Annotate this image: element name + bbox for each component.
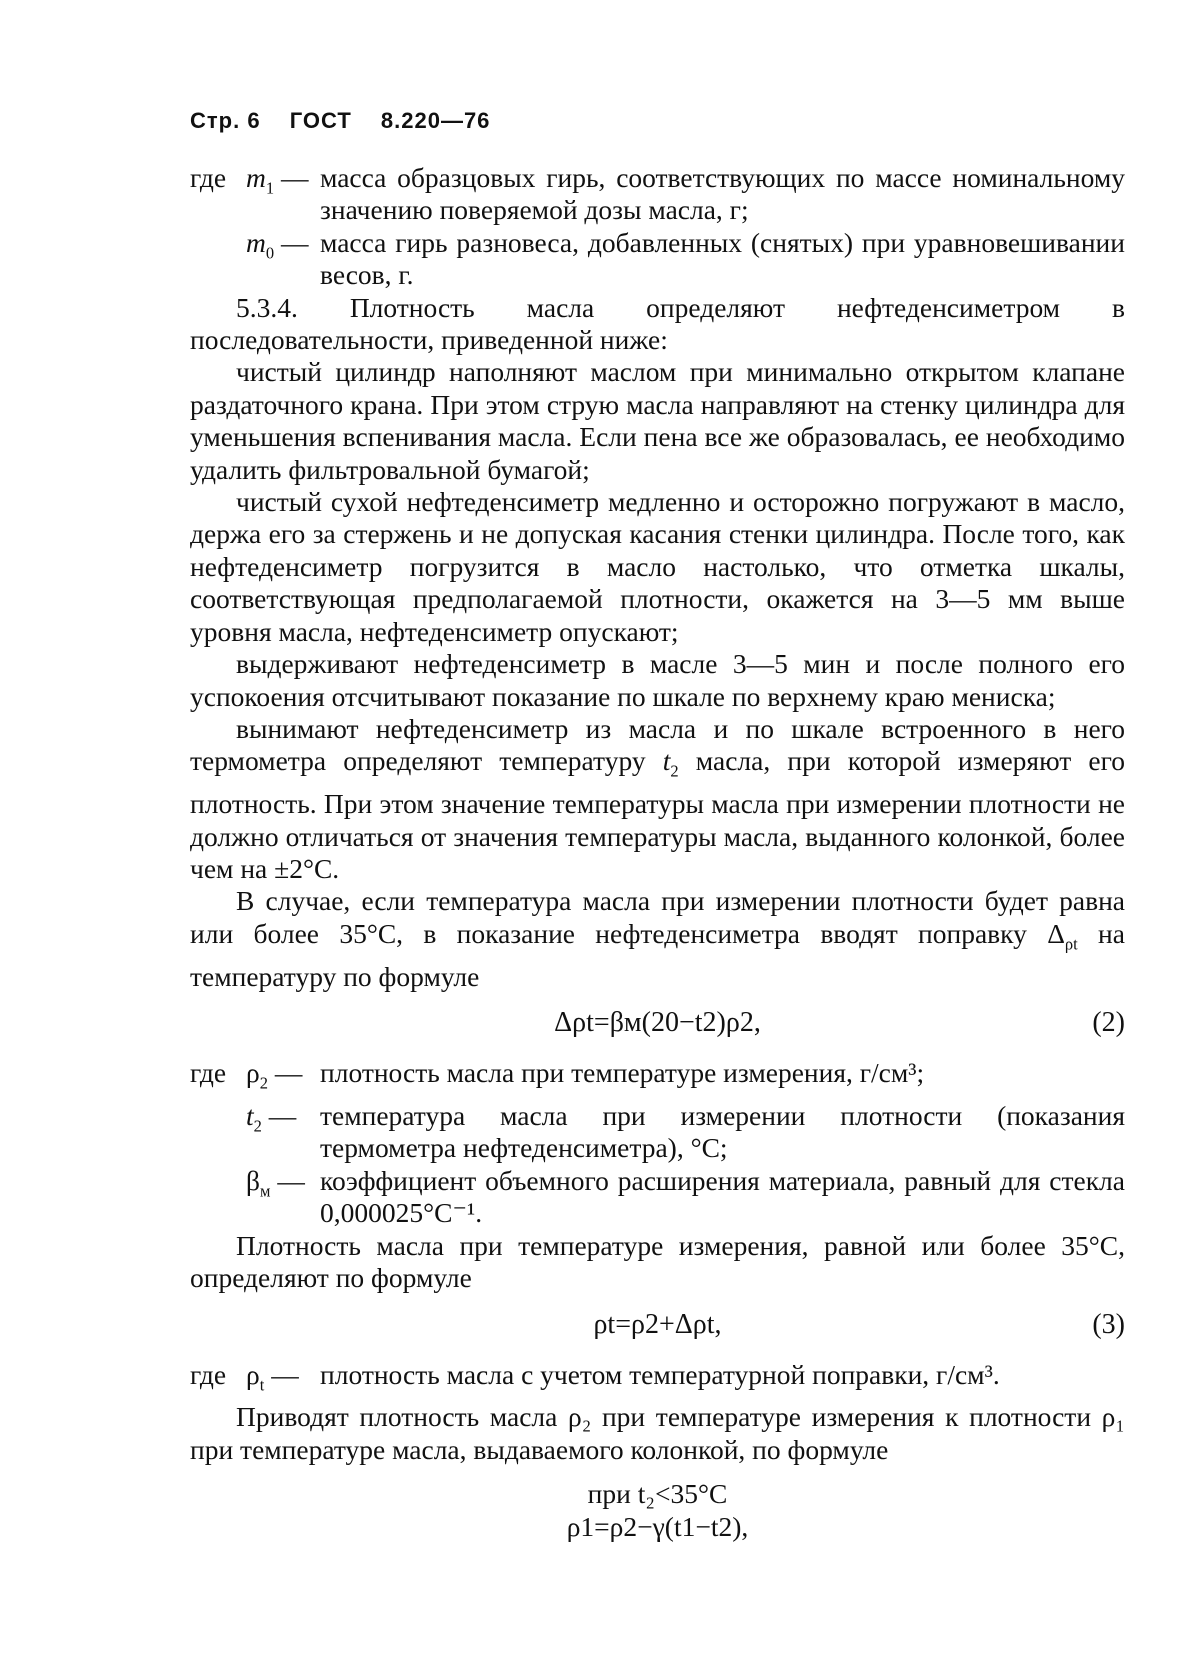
paragraph-reduce: Приводят плотность масла ρ₂ при температуре измерения к плотности ρ₁ при температуре масла, выдаваемого колонкой, по формуле xyxy=(190,1401,1125,1465)
condition-line: при t₂<35°С xyxy=(587,1478,728,1510)
formula-2-expression: Δρt=βм(20−t2)ρ2, xyxy=(554,1007,761,1039)
page-number: Стр. 6 xyxy=(190,108,261,133)
page-header xyxy=(190,108,512,134)
formula-4: ρ1=ρ2−γ(t1−t2), xyxy=(566,1510,749,1542)
formula-3-expression: ρt=ρ2+Δρt, xyxy=(593,1308,722,1340)
paragraph-correction: В случае, если температура масла при измерении плотности будет равна или более 35°С, в показание нефтеденсиметра вводят поправку $\Delta_{\rho t}$ на температуру по формуле xyxy=(190,885,1125,992)
paragraph-immerse: чистый сухой нефтеденсиметр медленно и осторожно погружают в масло, держа его за стержень и не допуская касания стенки цилиндра. После того, как нефтеденсиметр погрузится в масло настолько, что отметка шкалы, соответствующая предполагаемой плотности, окажется на 3—5 мм выше уровня масла, нефтеденсиметр опускают; xyxy=(190,486,1125,647)
paragraph-hold: выдерживают нефтеденсиметр в масле 3—5 мин и после полного его успокоения отсчитывают показание по шкале по верхнему краю мениска; xyxy=(190,648,1125,712)
definition-rho-t: где $\rho_t$ — плотность масла с учетом температурной поправки, г/см³. xyxy=(190,1358,1000,1394)
formula-3-number: (3) xyxy=(1092,1308,1125,1340)
paragraph-density: Плотность масла при температуре измерения, равной или более 35°С, определяют по формуле xyxy=(190,1229,1125,1294)
definition-beta: $\beta_м$ — коэффициент объемного расширения материала, равный для стекла 0,000025°С⁻¹. xyxy=(246,1164,1125,1229)
standard-label: ГОСТ xyxy=(289,108,352,133)
formula-3 xyxy=(190,1305,1125,1353)
formula-2 xyxy=(190,1003,1125,1051)
standard-code: 8.220—76 xyxy=(380,108,491,133)
definition-m1: где $m_1$ — масса образцовых гирь, соответствующих по массе номинальному значению поверяемой дозы масла, г; xyxy=(190,162,1125,226)
definition-t2: $t_2$ — температура масла при измерении плотности (показания термометра нефтеденсиметра), °С; xyxy=(246,1100,1125,1164)
formula-2-number: (2) xyxy=(1092,1007,1125,1039)
document-body xyxy=(190,162,1125,1543)
definition-m0: $m_0$ — масса гирь разновеса, добавленных (снятых) при уравновешивании весов, г. xyxy=(246,226,1125,291)
definition-rho2: где $\rho_2$ — плотность масла при температуре измерения, г/см³; xyxy=(190,1057,925,1093)
paragraph-fill-cylinder: чистый цилиндр наполняют маслом при минимально открытом клапане раздаточного крана. При этом струю масла направляют на стенку цилиндра для уменьшения вспенивания масла. Если пена все же образовалась, ее необходимо удалить фильтровальной бумагой; xyxy=(190,356,1125,485)
paragraph-remove: вынимают нефтеденсиметр из масла и по шкале встроенного в него термометра определяют температуру $t_2$ масла, при которой измеряют его плотность. При этом значение температуры масла при измерении плотности не должно отличаться от значения температуры масла, выданного колонкой, более чем на ±2°С. xyxy=(190,712,1125,885)
paragraph-534: 5.3.4. Плотность масла определяют нефтеденсиметром в последовательности, приведенной ниже: xyxy=(190,291,1125,356)
